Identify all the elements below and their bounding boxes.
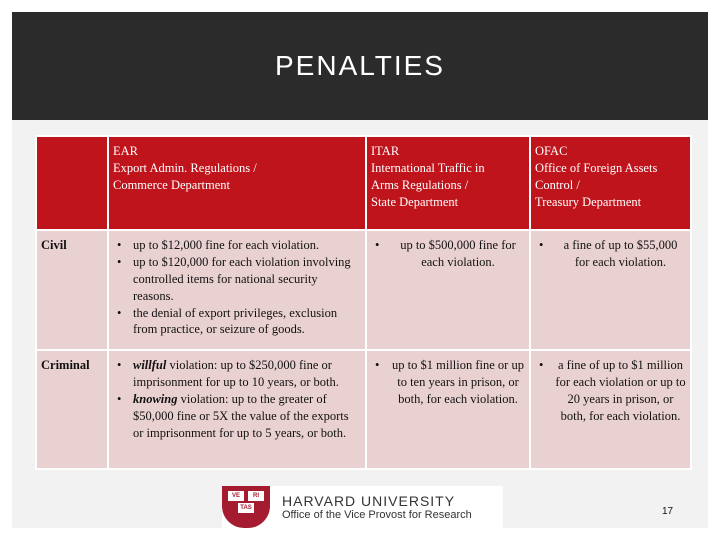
table-row-civil xyxy=(36,230,691,350)
cell-criminal-ofac xyxy=(530,350,691,469)
penalties-table xyxy=(35,135,692,470)
shield-book: RI xyxy=(248,491,264,501)
shield-book: VE xyxy=(228,491,244,501)
table-row-criminal xyxy=(36,350,691,469)
term-willful: willful xyxy=(133,358,167,372)
list-item-text: violation: up to the greater of $50,000 fine or 5X the value of the exports or imprisonment for up to 5 years, or both. xyxy=(133,391,349,440)
cell-civil-ofac xyxy=(530,230,691,350)
list-item: • up to $12,000 fine for each violation. xyxy=(127,237,361,254)
header-empty-cell xyxy=(36,136,108,230)
list-item: • the denial of export privileges, exclusion from practice, or seizure of goods. xyxy=(127,305,361,339)
header-ear-line: Commerce Department xyxy=(113,177,230,192)
harvard-logo xyxy=(222,486,503,528)
list-item: • a fine of up to $55,000 for each violation. xyxy=(549,237,686,271)
header-ear xyxy=(108,136,366,230)
logo-university-name: HARVARD UNIVERSITY xyxy=(282,493,456,509)
list-item: • up to $1 million fine or up to ten years in prison, or both, for each violation. xyxy=(385,357,525,408)
header-ofac-line: Treasury Department xyxy=(535,194,642,209)
header-ofac xyxy=(530,136,691,230)
shield-book: TAS xyxy=(238,503,254,513)
header-itar-line: International Traffic in xyxy=(371,160,485,175)
logo-office-name: Office of the Vice Provost for Research xyxy=(282,509,472,521)
logo-text xyxy=(282,493,472,521)
list-item-text: violation: up to $250,000 fine or imprisonment for up to 10 years, or both. xyxy=(133,358,339,389)
list-item: • up to $500,000 fine for each violation. xyxy=(385,237,525,271)
row-label-criminal: Criminal xyxy=(36,350,108,469)
header-itar-line: State Department xyxy=(371,194,459,209)
row-label-civil: Civil xyxy=(36,230,108,350)
cell-civil-ear xyxy=(108,230,366,350)
harvard-shield-icon xyxy=(222,486,270,528)
header-ear-line: EAR xyxy=(113,144,138,158)
cell-civil-itar xyxy=(366,230,530,350)
page-number: 17 xyxy=(662,506,674,517)
cell-criminal-itar xyxy=(366,350,530,469)
cell-criminal-ear xyxy=(108,350,366,469)
slide-title: PENALTIES xyxy=(275,50,445,81)
header-ofac-line: OFAC xyxy=(535,144,568,158)
table-header-row xyxy=(36,136,691,230)
list-item xyxy=(127,357,361,391)
list-item: • up to $120,000 for each violation involving controlled items for national security reasons. xyxy=(127,254,361,305)
header-ear-line: Export Admin. Regulations / xyxy=(113,160,257,175)
term-knowing: knowing xyxy=(133,391,178,406)
header-ofac-line: Control / xyxy=(535,177,580,192)
list-item: • a fine of up to $1 million for each violation or up to 20 years in prison, or both, for each violation. xyxy=(549,357,686,425)
header-itar-line: Arms Regulations / xyxy=(371,177,469,192)
header-ofac-line: Office of Foreign Assets xyxy=(535,160,658,175)
header-itar-line: ITAR xyxy=(371,144,400,158)
list-item xyxy=(127,391,361,442)
header-itar xyxy=(366,136,530,230)
